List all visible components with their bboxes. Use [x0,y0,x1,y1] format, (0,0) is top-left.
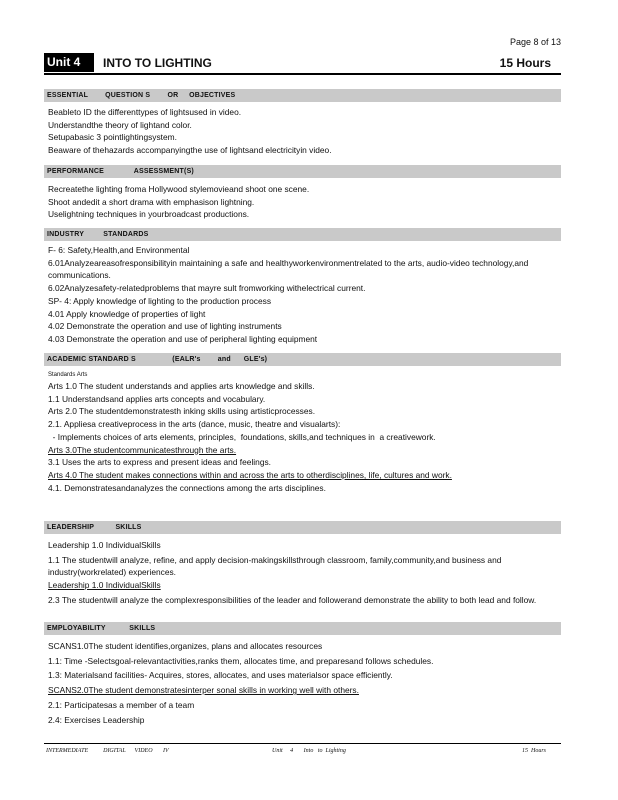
list-item: 4.1. Demonstratesandanalyzes the connections among the arts disciplines. [48,482,326,493]
list-item: Leadership 1.0 IndividualSkills [48,540,161,550]
list-item: 6.02Analyzesafety-relatedproblems that mayre sult fromworking withelectrical current. [48,283,366,294]
unit-title: INTO TO LIGHTING [103,56,212,70]
performance-body [48,183,558,221]
list-item: SCANS2.0The student demonstratesinterper sonal skills in working well with others. [48,685,359,696]
list-item: 2.1. Appliesa creativeprocess in the arts (dance, music, theatre and visualarts): [48,419,341,430]
list-item: Recreatethe lighting froma Hollywood stylemovieand shoot one scene. [48,184,310,194]
essential-heading: ESSENTIAL QUESTION S OR OBJECTIVES [44,89,561,102]
footer-hours: 15 Hours [522,748,547,754]
list-item: 4.02 Demonstrate the operation and use of lighting instruments [48,321,282,332]
academic-subheading: Standards Arts [48,372,88,378]
academic-heading: ACADEMIC STANDARD S (EALR's and GLE's) [44,353,561,366]
performance-heading: PERFORMANCE ASSESSMENT(S) [44,165,561,178]
footer-divider [44,743,561,744]
list-item: Leadership 1.0 IndividualSkills [48,580,161,591]
list-item: 1.1 Understandsand applies arts concepts and vocabulary. [48,393,266,404]
list-item: Arts 1.0 The student understands and applies arts knowledge and skills. [48,381,315,391]
list-item: Understandthe theory of lightand color. [48,119,192,130]
footer-unit: Unit 4 Into to Lighting [272,748,346,754]
list-item: Setupabasic 3 pointlightingsystem. [48,132,177,143]
list-item: SCANS1.0The student identifies,organizes, plans and allocates resources [48,641,323,651]
list-item: Beaware of thehazards accompanyingthe use of lightsand electricityin video. [48,145,332,156]
list-item: 6.01Analyzeareasofresponsibilityin maintaining a safe and healthyworkenvironmentrelated to the arts, audio-video technology,and communications. [48,257,529,281]
industry-heading: INDUSTRY STANDARDS [44,228,561,241]
list-item: 1.3: Materialsand facilities- Acquires, stores, allocates, and uses materialsor space efficiently. [48,670,393,681]
employability-body [48,640,558,726]
list-item: Uselightning techniques in yourbroadcast productions. [48,209,250,220]
academic-body [48,370,558,494]
list-item: 4.01 Apply knowledge of properties of light [48,308,206,319]
page-number: Page 8 of 13 [510,37,562,47]
list-item: 3.1 Uses the arts to express and present ideas and feelings. [48,457,272,468]
list-item: Arts 3.0The studentcommunicatesthrough the arts. [48,444,237,455]
unit-hours: 15 Hours [499,56,551,70]
list-item: 1.1 The studentwill analyze, refine, and apply decision-makingskillsthrough classroom, family,community,and business and industry(workrelated) experiences. [48,554,502,578]
leadership-heading: LEADERSHIP SKILLS [44,521,561,534]
footer-course: INTERMEDIATE DIGITAL VIDEO IV [46,748,169,754]
unit-label: Unit 4 [44,53,94,72]
list-item: Shoot andedit a short drama with emphasison lightning. [48,196,255,207]
list-item: Arts 2.0 The studentdemonstratesth inking skills using artisticprocesses. [48,406,316,417]
list-item: SP- 4: Apply knowledge of lighting to the production process [48,295,272,306]
list-item: F- 6: Safety,Health,and Environmental [48,245,190,255]
list-item: 1.1: Time -Selectsgoal-relevantactivities,ranks them, allocates time, and preparesand follows schedules. [48,655,434,666]
industry-body [48,244,558,346]
essential-body [48,106,558,157]
leadership-body [48,539,558,607]
list-item: 2.3 The studentwill analyze the complexresponsibilities of the leader and followerand demonstrate the ability to both lead and follow. [48,594,537,605]
list-item: 2.4: Exercises Leadership [48,714,145,725]
list-item: Beableto ID the differenttypes of lightsused in video. [48,107,242,117]
employability-heading: EMPLOYABILITY SKILLS [44,622,561,635]
list-item: - Implements choices of arts elements, principles, foundations, skills,and techniques in a creativework. [48,431,436,442]
list-item: 4.03 Demonstrate the operation and use of peripheral lighting equipment [48,333,318,344]
list-item: 2.1: Participatesas a member of a team [48,699,195,710]
list-item: Arts 4.0 The student makes connections within and across the arts to otherdisciplines, life, cultures and work. [48,469,452,480]
unit-header [44,53,561,75]
